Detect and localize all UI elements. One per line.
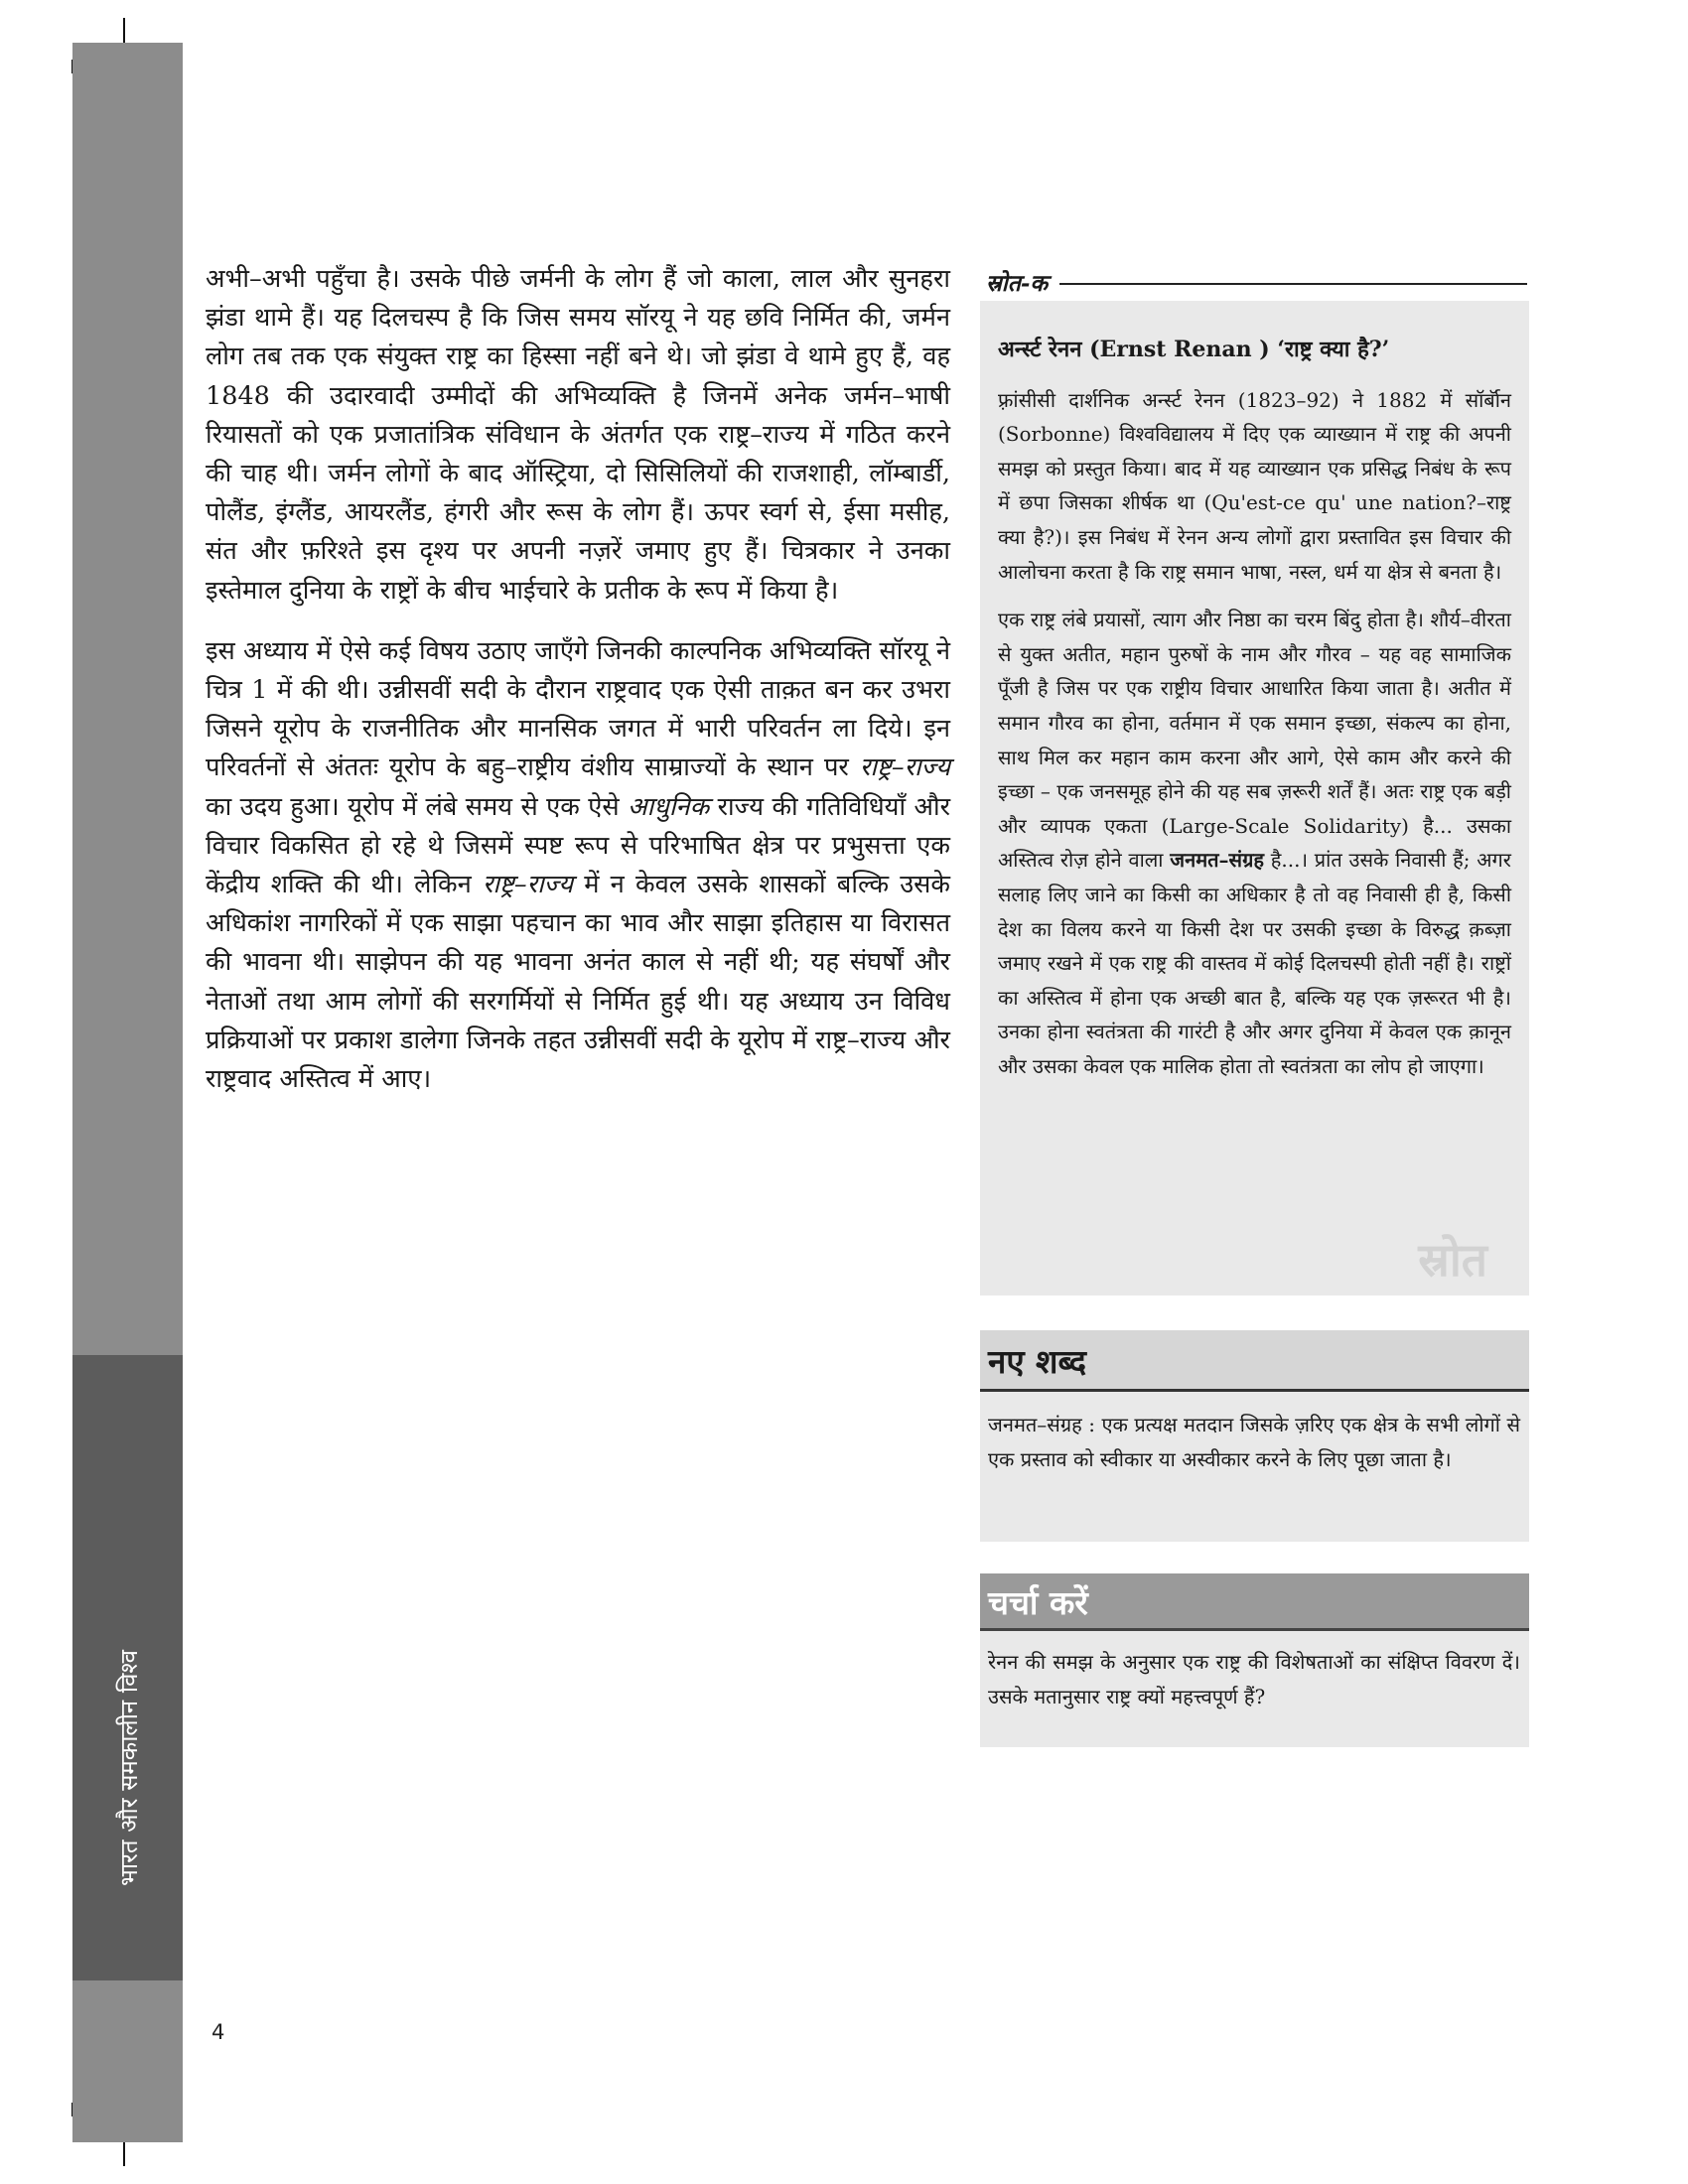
source-label-rule: [1059, 283, 1527, 285]
text-run: एक राष्ट्र लंबे प्रयासों, त्याग और निष्ठा का चरम बिंदु होता है। शौर्य–वीरता से युक्त अतीत, महान पुरुषों के नाम और गौरव – यह वह सामाजिक पूँजी है जिस पर एक राष्ट्रीय विचार आधारित किया जाता है। अतीत में समान गौरव का होना, वर्तमान में एक समान इच्छा, संकल्प का होना, साथ मिल कर महान काम करना और आगे, ऐसे काम और करने की इच्छा – एक जनसमूह होने की यह सब ज़रूरी शर्तें हैं। अतः राष्ट्र एक बड़ी और व्यापक एकता (Large-Scale Solidarity) है... उसका अस्तित्व रोज़ होने वाला: [998, 608, 1511, 873]
text-run: फ़्रांसीसी दार्शनिक अर्न्स्ट रेनन (1823–92) ने 1882 में सॉर्बॉन (Sorbonne) विश्वविद्यालय में दिए एक व्याख्यान में राष्ट्र की अपनी समझ को प्रस्तुत किया। बाद में यह व्याख्यान एक प्रसिद्ध निबंध के रूप में छपा जिसका शीर्षक था (Qu'est-ce qu' une nation?–राष्ट्र क्या है?)। इस निबंध में रेनन अन्य लोगों द्वारा प्रस्तावित इस विचार की आलोचना करता है कि राष्ट्र समान भाषा, नस्ल, धर्म या क्षेत्र से बनता है।: [998, 387, 1511, 584]
page-number: 4: [211, 2020, 225, 2044]
crop-mark: [123, 18, 125, 44]
discuss-title: चर्चा करें: [980, 1573, 1529, 1631]
text-run: में न केवल उसके शासकों बल्कि उसके अधिकांश नागरिकों में एक साझा पहचान का भाव और साझा इतिहास या विरासत की भावना थी। साझेपन की यह भावना अनंत काल से नहीं थी; यह संघर्षों और नेताओं तथा आम लोगों की सरगर्मियों से निर्मित हुई थी। यह अध्याय उन विविध प्रक्रियाओं पर प्रकाश डालेगा जिनके तहत उन्नीसवीं सदी के यूरोप में राष्ट्र–राज्य और राष्ट्रवाद अस्तित्व में आए।: [206, 870, 951, 1095]
main-paragraph: [206, 260, 950, 611]
source-label-text: स्रोत-क: [986, 270, 1049, 297]
new-words-definition: जनमत–संग्रह : एक प्रत्यक्ष मतदान जिसके ज़रिए एक क्षेत्र के सभी लोगों से एक प्रस्ताव को स्वीकार या अस्वीकार करने के लिए पूछा जाता है।: [988, 1413, 1520, 1471]
italic-term: राष्ट्र–राज्य: [859, 752, 950, 783]
text-run: है...। प्रांत उसके निवासी हैं; अगर सलाह लिए जाने का किसी का अधिकार है तो वह निवासी ही है, किसी देश का विलय करने या किसी देश पर उसकी इच्छा के विरुद्ध क़ब्ज़ा जमाए रखने में एक राष्ट्र की वास्तव में कोई दिलचस्पी होती नहीं है। राष्ट्रों का अस्तित्व में होना एक अच्छी बात है, बल्कि यह एक ज़रूरत भी है। उनका होना स्वतंत्रता की गारंटी है और अगर दुनिया में केवल एक क़ानून और उसका केवल एक मालिक होता तो स्वतंत्रता का लोप हो जाएगा।: [998, 848, 1511, 1078]
text-run: का उदय हुआ। यूरोप में लंबे समय से एक ऐसे: [206, 791, 629, 822]
sidebar-band-bottom: [72, 1980, 183, 2142]
discuss-question: रेनन की समझ के अनुसार एक राष्ट्र की विशेषताओं का संक्षिप्त विवरण दें। उसके मतानुसार राष्ट्र क्यों महत्त्वपूर्ण हैं?: [988, 1650, 1520, 1708]
new-words-box: [980, 1330, 1529, 1542]
bold-term: जनमत–संग्रह: [1170, 848, 1264, 873]
italic-term: राष्ट्र–राज्य: [482, 870, 574, 900]
new-words-title: नए शब्द: [980, 1330, 1529, 1392]
main-text-column: [206, 260, 950, 1121]
source-heading: अर्न्स्ट रेनन (Ernst Renan ) ‘राष्ट्र क्या है?’: [998, 337, 1390, 362]
source-box: [980, 301, 1529, 1296]
main-paragraph: [206, 632, 950, 1099]
sidebar-band-top: [72, 43, 183, 1355]
text-run: इस अध्याय में ऐसे कई विषय उठाए जाएँगे जिनकी काल्पनिक अभिव्यक्ति सॉरयू ने चित्र 1 में की थी। उन्नीसवीं सदी के दौरान राष्ट्रवाद एक ऐसी ताक़त बन कर उभरा जिसने यूरोप के राजनीतिक और मानसिक जगत में भारी परिवर्तन ला दिये। इन परिवर्तनों से अंततः यूरोप के बहु–राष्ट्रीय वंशीय साम्राज्यों के स्थान पर: [206, 635, 950, 783]
running-title: भारत और समकालीन विश्व: [115, 1650, 143, 1886]
source-paragraph: [998, 383, 1511, 590]
crop-mark: [123, 2142, 125, 2166]
source-paragraph: [998, 603, 1511, 1083]
italic-term: आधुनिक: [628, 791, 710, 822]
source-label: [986, 266, 1527, 298]
discuss-box: [980, 1573, 1529, 1747]
source-watermark: स्रोत: [1418, 1233, 1487, 1288]
text-run: राज्य की गतिविधियाँ और विचार विकसित हो रहे थे जिसमें स्पष्ट रूप से परिभाषित क्षेत्र पर प्रभुसत्ता एक केंद्रीय शक्ति की थी। लेकिन: [206, 791, 950, 900]
text-run: अभी–अभी पहुँचा है। उसके पीछे जर्मनी के लोग हैं जो काला, लाल और सुनहरा झंडा थामे हैं। यह दिलचस्प है कि जिस समय सॉरयू ने यह छवि निर्मित की, जर्मन लोग तब तक एक संयुक्त राष्ट्र का हिस्सा नहीं बने थे। जो झंडा वे थामे हुए हैं, वह 1848 की उदारवादी उम्मीदों की अभिव्यक्ति है जिनमें अनेक जर्मन–भाषी रियासतों को एक प्रजातांत्रिक संविधान के अंतर्गत एक राष्ट्र–राज्य में गठित करने की चाह थी। जर्मन लोगों के बाद ऑस्ट्रिया, दो सिसिलियों की राजशाही, लॉम्बार्डी, पोलैंड, इंग्लैंड, आयरलैंड, हंगरी और रूस के लोग हैं। ऊपर स्वर्ग से, ईसा मसीह, संत और फ़रिश्ते इस दृश्य पर अपनी नज़रें जमाए हुए हैं। चित्रकार ने उनका इस्तेमाल दुनिया के राष्ट्रों के बीच भाईचारे के प्रतीक के रूप में किया है।: [206, 264, 950, 606]
